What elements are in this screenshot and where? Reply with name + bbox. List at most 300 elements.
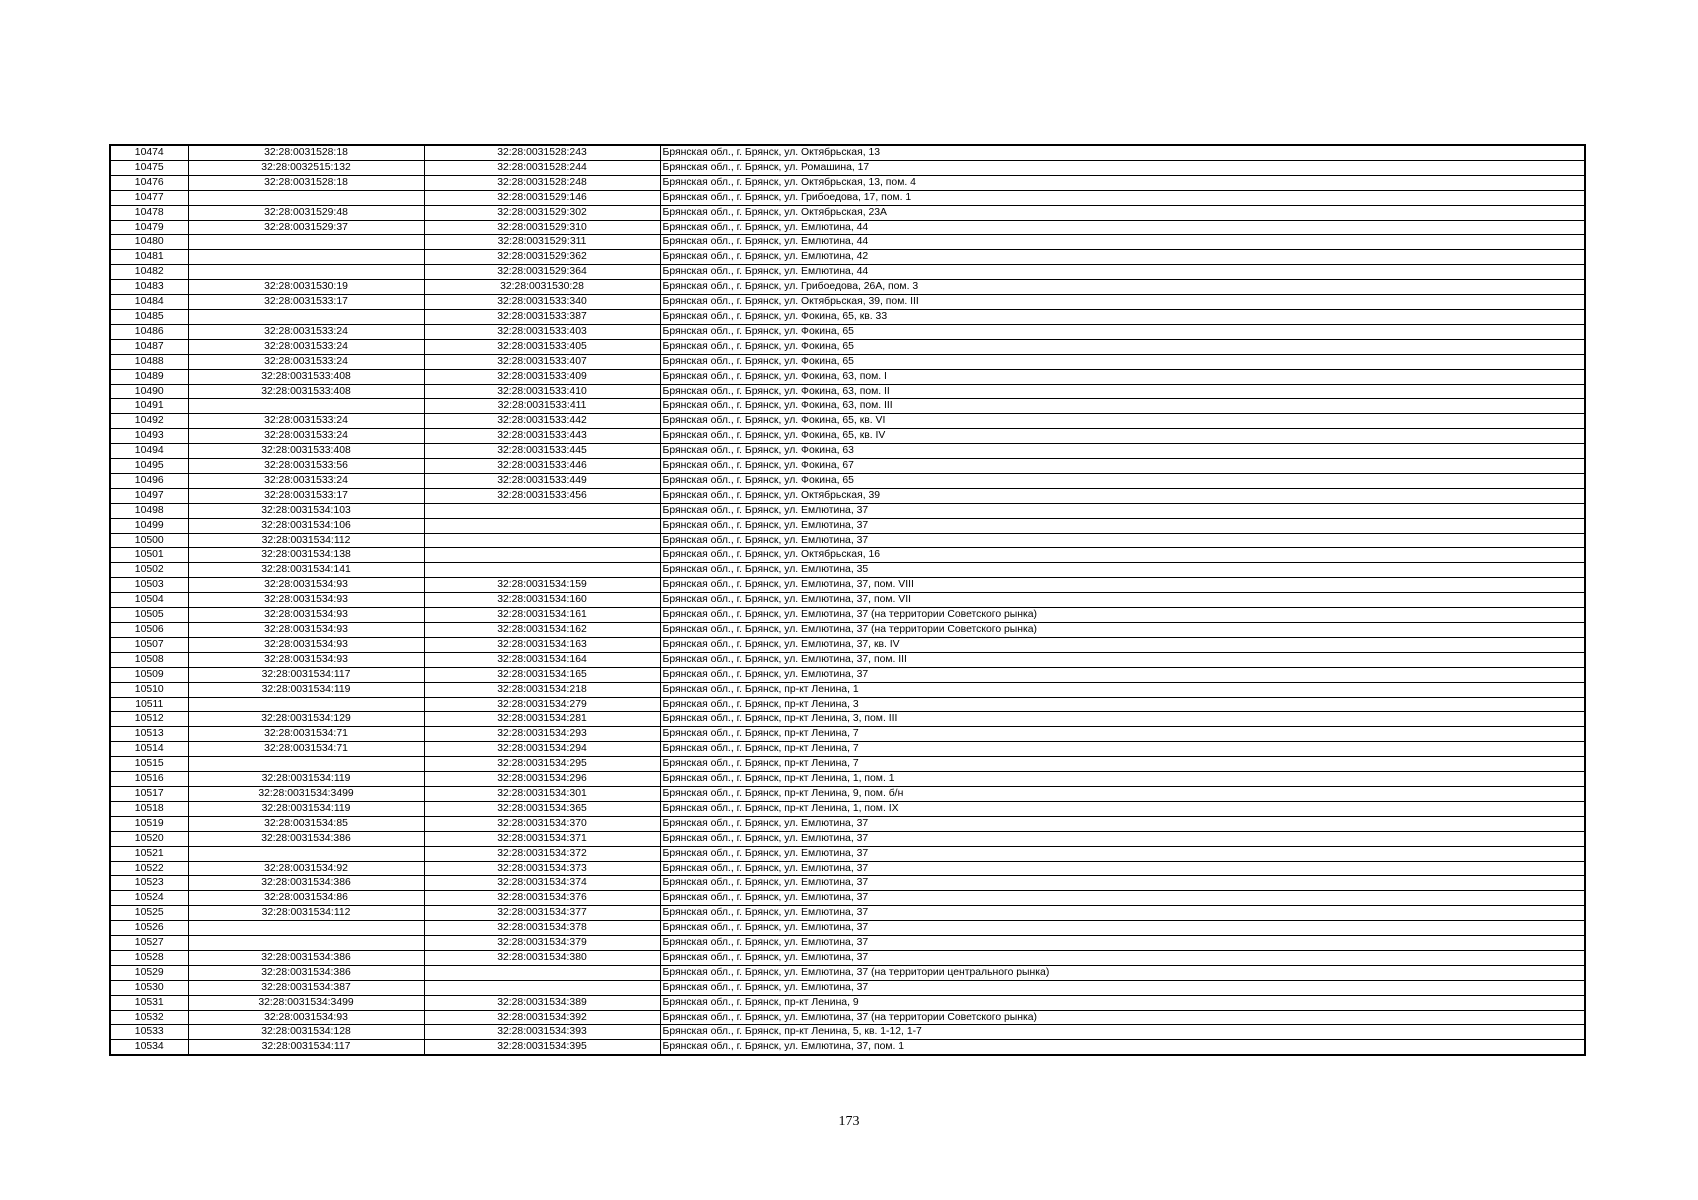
table-row <box>110 1010 1585 1025</box>
address-cell: Брянская обл., г. Брянск, ул. Октябрьская, 13 <box>660 145 1585 160</box>
table-row <box>110 220 1585 235</box>
address-cell: Брянская обл., г. Брянск, ул. Емлютина, 37, пом. VII <box>660 593 1585 608</box>
row-number-cell: 10508 <box>110 652 188 667</box>
table-row <box>110 1040 1585 1055</box>
parent-cadastral-number-cell: 32:28:0032515:132 <box>188 160 424 175</box>
address-cell: Брянская обл., г. Брянск, ул. Емлютина, 37 <box>660 891 1585 906</box>
table-row <box>110 816 1585 831</box>
cadastral-number-cell <box>424 533 660 548</box>
row-number-cell: 10481 <box>110 250 188 265</box>
address-cell: Брянская обл., г. Брянск, ул. Фокина, 63, пом. II <box>660 384 1585 399</box>
row-number-cell: 10513 <box>110 727 188 742</box>
table-row <box>110 667 1585 682</box>
table-row <box>110 593 1585 608</box>
cadastral-number-cell <box>424 980 660 995</box>
address-cell: Брянская обл., г. Брянск, ул. Емлютина, 42 <box>660 250 1585 265</box>
cadastral-number-cell: 32:28:0031528:244 <box>424 160 660 175</box>
cadastral-number-cell: 32:28:0031533:442 <box>424 414 660 429</box>
cadastral-number-cell: 32:28:0031534:380 <box>424 950 660 965</box>
address-cell: Брянская обл., г. Брянск, ул. Фокина, 65 <box>660 339 1585 354</box>
cadastral-number-cell: 32:28:0031534:389 <box>424 995 660 1010</box>
parent-cadastral-number-cell: 32:28:0031533:24 <box>188 429 424 444</box>
cadastral-number-cell: 32:28:0031534:378 <box>424 921 660 936</box>
address-cell: Брянская обл., г. Брянск, ул. Емлютина, 37 <box>660 533 1585 548</box>
table-row <box>110 399 1585 414</box>
row-number-cell: 10511 <box>110 697 188 712</box>
row-number-cell: 10474 <box>110 145 188 160</box>
table-row <box>110 369 1585 384</box>
parent-cadastral-number-cell: 32:28:0031534:119 <box>188 801 424 816</box>
address-cell: Брянская обл., г. Брянск, ул. Фокина, 65 <box>660 324 1585 339</box>
cadastral-number-cell: 32:28:0031534:218 <box>424 682 660 697</box>
row-number-cell: 10504 <box>110 593 188 608</box>
address-cell: Брянская обл., г. Брянск, ул. Фокина, 65 <box>660 354 1585 369</box>
cadastral-number-cell <box>424 563 660 578</box>
address-cell: Брянская обл., г. Брянск, ул. Емлютина, 37 (на территории Советского рынка) <box>660 1010 1585 1025</box>
row-number-cell: 10526 <box>110 921 188 936</box>
address-cell: Брянская обл., г. Брянск, пр-кт Ленина, 7 <box>660 742 1585 757</box>
cadastral-number-cell: 32:28:0031534:163 <box>424 637 660 652</box>
cadastral-number-cell: 32:28:0031533:409 <box>424 369 660 384</box>
row-number-cell: 10525 <box>110 906 188 921</box>
table-row <box>110 280 1585 295</box>
table-row <box>110 757 1585 772</box>
row-number-cell: 10484 <box>110 295 188 310</box>
cadastral-number-cell: 32:28:0031534:165 <box>424 667 660 682</box>
address-cell: Брянская обл., г. Брянск, ул. Емлютина, 37 <box>660 816 1585 831</box>
cadastral-number-cell: 32:28:0031533:443 <box>424 429 660 444</box>
parent-cadastral-number-cell: 32:28:0031533:24 <box>188 414 424 429</box>
parent-cadastral-number-cell: 32:28:0031534:117 <box>188 1040 424 1055</box>
row-number-cell: 10475 <box>110 160 188 175</box>
parent-cadastral-number-cell <box>188 697 424 712</box>
address-cell: Брянская обл., г. Брянск, ул. Емлютина, 37 <box>660 906 1585 921</box>
parent-cadastral-number-cell: 32:28:0031534:93 <box>188 578 424 593</box>
registry-table <box>109 144 1586 1056</box>
row-number-cell: 10527 <box>110 936 188 951</box>
table-row <box>110 772 1585 787</box>
table-row <box>110 891 1585 906</box>
table-row <box>110 414 1585 429</box>
row-number-cell: 10490 <box>110 384 188 399</box>
parent-cadastral-number-cell: 32:28:0031533:408 <box>188 369 424 384</box>
table-row <box>110 786 1585 801</box>
parent-cadastral-number-cell: 32:28:0031534:93 <box>188 608 424 623</box>
row-number-cell: 10530 <box>110 980 188 995</box>
row-number-cell: 10489 <box>110 369 188 384</box>
row-number-cell: 10531 <box>110 995 188 1010</box>
row-number-cell: 10502 <box>110 563 188 578</box>
row-number-cell: 10514 <box>110 742 188 757</box>
parent-cadastral-number-cell: 32:28:0031534:93 <box>188 652 424 667</box>
table-row <box>110 921 1585 936</box>
row-number-cell: 10505 <box>110 608 188 623</box>
cadastral-number-cell: 32:28:0031534:293 <box>424 727 660 742</box>
parent-cadastral-number-cell: 32:28:0031534:117 <box>188 667 424 682</box>
row-number-cell: 10478 <box>110 205 188 220</box>
table-row <box>110 623 1585 638</box>
row-number-cell: 10497 <box>110 488 188 503</box>
cadastral-number-cell <box>424 518 660 533</box>
address-cell: Брянская обл., г. Брянск, пр-кт Ленина, 9 <box>660 995 1585 1010</box>
parent-cadastral-number-cell: 32:28:0031534:71 <box>188 742 424 757</box>
parent-cadastral-number-cell <box>188 757 424 772</box>
cadastral-number-cell: 32:28:0031533:456 <box>424 488 660 503</box>
table-row <box>110 533 1585 548</box>
cadastral-number-cell: 32:28:0031533:340 <box>424 295 660 310</box>
table-row <box>110 742 1585 757</box>
table-row <box>110 995 1585 1010</box>
address-cell: Брянская обл., г. Брянск, ул. Фокина, 65 <box>660 473 1585 488</box>
table-row <box>110 906 1585 921</box>
address-cell: Брянская обл., г. Брянск, ул. Фокина, 65, кв. 33 <box>660 309 1585 324</box>
address-cell: Брянская обл., г. Брянск, пр-кт Ленина, 1 <box>660 682 1585 697</box>
address-cell: Брянская обл., г. Брянск, ул. Ромашина, 17 <box>660 160 1585 175</box>
row-number-cell: 10498 <box>110 503 188 518</box>
cadastral-number-cell: 32:28:0031534:374 <box>424 876 660 891</box>
address-cell: Брянская обл., г. Брянск, ул. Емлютина, 37 <box>660 950 1585 965</box>
parent-cadastral-number-cell: 32:28:0031533:408 <box>188 444 424 459</box>
address-cell: Брянская обл., г. Брянск, ул. Емлютина, 44 <box>660 235 1585 250</box>
address-cell: Брянская обл., г. Брянск, ул. Емлютина, 37 <box>660 980 1585 995</box>
cadastral-number-cell <box>424 965 660 980</box>
address-cell: Брянская обл., г. Брянск, ул. Емлютина, 37, кв. IV <box>660 637 1585 652</box>
parent-cadastral-number-cell: 32:28:0031534:386 <box>188 950 424 965</box>
table-row <box>110 950 1585 965</box>
cadastral-number-cell: 32:28:0031529:364 <box>424 265 660 280</box>
parent-cadastral-number-cell: 32:28:0031534:138 <box>188 548 424 563</box>
page-number: 173 <box>838 1114 860 1129</box>
row-number-cell: 10485 <box>110 309 188 324</box>
table-row <box>110 712 1585 727</box>
row-number-cell: 10509 <box>110 667 188 682</box>
parent-cadastral-number-cell: 32:28:0031533:17 <box>188 488 424 503</box>
parent-cadastral-number-cell: 32:28:0031534:93 <box>188 637 424 652</box>
table-row <box>110 354 1585 369</box>
row-number-cell: 10479 <box>110 220 188 235</box>
table-row <box>110 339 1585 354</box>
address-cell: Брянская обл., г. Брянск, ул. Фокина, 65, кв. VI <box>660 414 1585 429</box>
table-row <box>110 652 1585 667</box>
table-row <box>110 1025 1585 1040</box>
table-row <box>110 861 1585 876</box>
parent-cadastral-number-cell: 32:28:0031534:3499 <box>188 995 424 1010</box>
table-row <box>110 563 1585 578</box>
cadastral-number-cell: 32:28:0031534:370 <box>424 816 660 831</box>
cadastral-number-cell: 32:28:0031533:449 <box>424 473 660 488</box>
cadastral-number-cell: 32:28:0031534:160 <box>424 593 660 608</box>
table-row <box>110 295 1585 310</box>
cadastral-number-cell: 32:28:0031528:243 <box>424 145 660 160</box>
row-number-cell: 10532 <box>110 1010 188 1025</box>
parent-cadastral-number-cell: 32:28:0031534:386 <box>188 831 424 846</box>
table-row <box>110 488 1585 503</box>
parent-cadastral-number-cell <box>188 265 424 280</box>
address-cell: Брянская обл., г. Брянск, ул. Емлютина, 37 <box>660 518 1585 533</box>
row-number-cell: 10501 <box>110 548 188 563</box>
address-cell: Брянская обл., г. Брянск, ул. Емлютина, 37 <box>660 667 1585 682</box>
parent-cadastral-number-cell <box>188 399 424 414</box>
row-number-cell: 10516 <box>110 772 188 787</box>
cadastral-number-cell: 32:28:0031534:365 <box>424 801 660 816</box>
cadastral-number-cell: 32:28:0031534:295 <box>424 757 660 772</box>
parent-cadastral-number-cell: 32:28:0031534:386 <box>188 965 424 980</box>
table-row <box>110 160 1585 175</box>
registry-table-body <box>110 145 1585 1055</box>
cadastral-number-cell: 32:28:0031533:405 <box>424 339 660 354</box>
address-cell: Брянская обл., г. Брянск, ул. Фокина, 63 <box>660 444 1585 459</box>
row-number-cell: 10507 <box>110 637 188 652</box>
parent-cadastral-number-cell: 32:28:0031534:85 <box>188 816 424 831</box>
table-row <box>110 309 1585 324</box>
row-number-cell: 10503 <box>110 578 188 593</box>
parent-cadastral-number-cell: 32:28:0031534:93 <box>188 623 424 638</box>
cadastral-number-cell: 32:28:0031534:392 <box>424 1010 660 1025</box>
table-row <box>110 980 1585 995</box>
row-number-cell: 10520 <box>110 831 188 846</box>
cadastral-number-cell: 32:28:0031529:362 <box>424 250 660 265</box>
parent-cadastral-number-cell: 32:28:0031534:3499 <box>188 786 424 801</box>
cadastral-number-cell: 32:28:0031528:248 <box>424 175 660 190</box>
address-cell: Брянская обл., г. Брянск, ул. Грибоедова, 17, пом. 1 <box>660 190 1585 205</box>
parent-cadastral-number-cell: 32:28:0031534:112 <box>188 906 424 921</box>
address-cell: Брянская обл., г. Брянск, ул. Грибоедова, 26А, пом. 3 <box>660 280 1585 295</box>
cadastral-number-cell: 32:28:0031534:161 <box>424 608 660 623</box>
table-row <box>110 459 1585 474</box>
address-cell: Брянская обл., г. Брянск, ул. Емлютина, 37 (на территории Советского рынка) <box>660 623 1585 638</box>
parent-cadastral-number-cell: 32:28:0031534:93 <box>188 593 424 608</box>
parent-cadastral-number-cell: 32:28:0031534:112 <box>188 533 424 548</box>
cadastral-number-cell <box>424 503 660 518</box>
address-cell: Брянская обл., г. Брянск, ул. Емлютина, 37 <box>660 921 1585 936</box>
address-cell: Брянская обл., г. Брянск, пр-кт Ленина, 5, кв. 1-12, 1-7 <box>660 1025 1585 1040</box>
address-cell: Брянская обл., г. Брянск, пр-кт Ленина, 7 <box>660 757 1585 772</box>
address-cell: Брянская обл., г. Брянск, ул. Фокина, 65, кв. IV <box>660 429 1585 444</box>
cadastral-number-cell: 32:28:0031530:28 <box>424 280 660 295</box>
parent-cadastral-number-cell: 32:28:0031534:387 <box>188 980 424 995</box>
table-row <box>110 265 1585 280</box>
parent-cadastral-number-cell: 32:28:0031528:18 <box>188 145 424 160</box>
parent-cadastral-number-cell: 32:28:0031534:103 <box>188 503 424 518</box>
parent-cadastral-number-cell: 32:28:0031534:86 <box>188 891 424 906</box>
address-cell: Брянская обл., г. Брянск, пр-кт Ленина, 3, пом. III <box>660 712 1585 727</box>
table-row <box>110 473 1585 488</box>
row-number-cell: 10533 <box>110 1025 188 1040</box>
parent-cadastral-number-cell: 32:28:0031533:17 <box>188 295 424 310</box>
cadastral-number-cell: 32:28:0031533:407 <box>424 354 660 369</box>
cadastral-number-cell: 32:28:0031533:387 <box>424 309 660 324</box>
row-number-cell: 10524 <box>110 891 188 906</box>
cadastral-number-cell: 32:28:0031534:376 <box>424 891 660 906</box>
cadastral-number-cell: 32:28:0031533:445 <box>424 444 660 459</box>
row-number-cell: 10528 <box>110 950 188 965</box>
address-cell: Брянская обл., г. Брянск, ул. Емлютина, 37, пом. VIII <box>660 578 1585 593</box>
cadastral-number-cell: 32:28:0031533:446 <box>424 459 660 474</box>
parent-cadastral-number-cell <box>188 235 424 250</box>
table-row <box>110 876 1585 891</box>
parent-cadastral-number-cell: 32:28:0031533:24 <box>188 354 424 369</box>
parent-cadastral-number-cell: 32:28:0031534:141 <box>188 563 424 578</box>
row-number-cell: 10493 <box>110 429 188 444</box>
address-cell: Брянская обл., г. Брянск, ул. Емлютина, 37 <box>660 861 1585 876</box>
address-cell: Брянская обл., г. Брянск, ул. Фокина, 63, пом. I <box>660 369 1585 384</box>
row-number-cell: 10482 <box>110 265 188 280</box>
address-cell: Брянская обл., г. Брянск, ул. Октябрьская, 23А <box>660 205 1585 220</box>
table-row <box>110 548 1585 563</box>
table-row <box>110 190 1585 205</box>
parent-cadastral-number-cell: 32:28:0031534:71 <box>188 727 424 742</box>
row-number-cell: 10529 <box>110 965 188 980</box>
parent-cadastral-number-cell <box>188 250 424 265</box>
parent-cadastral-number-cell: 32:28:0031534:128 <box>188 1025 424 1040</box>
parent-cadastral-number-cell <box>188 846 424 861</box>
address-cell: Брянская обл., г. Брянск, ул. Октябрьская, 39, пом. III <box>660 295 1585 310</box>
cadastral-number-cell: 32:28:0031529:146 <box>424 190 660 205</box>
row-number-cell: 10500 <box>110 533 188 548</box>
address-cell: Брянская обл., г. Брянск, ул. Емлютина, 37 (на территории Советского рынка) <box>660 608 1585 623</box>
address-cell: Брянская обл., г. Брянск, ул. Емлютина, 37 (на территории центрального рынка) <box>660 965 1585 980</box>
row-number-cell: 10521 <box>110 846 188 861</box>
address-cell: Брянская обл., г. Брянск, ул. Емлютина, 44 <box>660 220 1585 235</box>
parent-cadastral-number-cell: 32:28:0031529:37 <box>188 220 424 235</box>
table-row <box>110 697 1585 712</box>
cadastral-number-cell: 32:28:0031533:403 <box>424 324 660 339</box>
parent-cadastral-number-cell: 32:28:0031533:408 <box>188 384 424 399</box>
address-cell: Брянская обл., г. Брянск, ул. Емлютина, 37, пом. III <box>660 652 1585 667</box>
address-cell: Брянская обл., г. Брянск, ул. Емлютина, 37 <box>660 831 1585 846</box>
cadastral-number-cell: 32:28:0031534:371 <box>424 831 660 846</box>
table-row <box>110 429 1585 444</box>
address-cell: Брянская обл., г. Брянск, пр-кт Ленина, 1, пом. IX <box>660 801 1585 816</box>
address-cell: Брянская обл., г. Брянск, ул. Емлютина, 35 <box>660 563 1585 578</box>
row-number-cell: 10522 <box>110 861 188 876</box>
cadastral-number-cell: 32:28:0031534:301 <box>424 786 660 801</box>
table-row <box>110 384 1585 399</box>
row-number-cell: 10519 <box>110 816 188 831</box>
cadastral-number-cell: 32:28:0031534:296 <box>424 772 660 787</box>
cadastral-number-cell: 32:28:0031534:379 <box>424 936 660 951</box>
address-cell: Брянская обл., г. Брянск, пр-кт Ленина, 3 <box>660 697 1585 712</box>
address-cell: Брянская обл., г. Брянск, ул. Октябрьская, 39 <box>660 488 1585 503</box>
table-row <box>110 518 1585 533</box>
table-row <box>110 801 1585 816</box>
row-number-cell: 10499 <box>110 518 188 533</box>
row-number-cell: 10517 <box>110 786 188 801</box>
parent-cadastral-number-cell: 32:28:0031534:129 <box>188 712 424 727</box>
table-row <box>110 936 1585 951</box>
row-number-cell: 10496 <box>110 473 188 488</box>
row-number-cell: 10476 <box>110 175 188 190</box>
address-cell: Брянская обл., г. Брянск, пр-кт Ленина, 7 <box>660 727 1585 742</box>
table-row <box>110 578 1585 593</box>
row-number-cell: 10491 <box>110 399 188 414</box>
parent-cadastral-number-cell <box>188 921 424 936</box>
parent-cadastral-number-cell: 32:28:0031529:48 <box>188 205 424 220</box>
table-row <box>110 727 1585 742</box>
address-cell: Брянская обл., г. Брянск, ул. Емлютина, 44 <box>660 265 1585 280</box>
address-cell: Брянская обл., г. Брянск, ул. Емлютина, 37 <box>660 846 1585 861</box>
row-number-cell: 10495 <box>110 459 188 474</box>
parent-cadastral-number-cell: 32:28:0031530:19 <box>188 280 424 295</box>
address-cell: Брянская обл., г. Брянск, ул. Емлютина, 37, пом. 1 <box>660 1040 1585 1055</box>
address-cell: Брянская обл., г. Брянск, ул. Фокина, 63, пом. III <box>660 399 1585 414</box>
row-number-cell: 10534 <box>110 1040 188 1055</box>
parent-cadastral-number-cell: 32:28:0031528:18 <box>188 175 424 190</box>
row-number-cell: 10510 <box>110 682 188 697</box>
address-cell: Брянская обл., г. Брянск, ул. Емлютина, 37 <box>660 936 1585 951</box>
parent-cadastral-number-cell: 32:28:0031533:24 <box>188 324 424 339</box>
cadastral-number-cell: 32:28:0031533:411 <box>424 399 660 414</box>
table-row <box>110 846 1585 861</box>
parent-cadastral-number-cell: 32:28:0031534:119 <box>188 772 424 787</box>
address-cell: Брянская обл., г. Брянск, ул. Емлютина, 37 <box>660 503 1585 518</box>
table-row <box>110 175 1585 190</box>
cadastral-number-cell <box>424 548 660 563</box>
cadastral-number-cell: 32:28:0031534:395 <box>424 1040 660 1055</box>
row-number-cell: 10512 <box>110 712 188 727</box>
parent-cadastral-number-cell: 32:28:0031533:24 <box>188 473 424 488</box>
cadastral-number-cell: 32:28:0031534:162 <box>424 623 660 638</box>
table-row <box>110 637 1585 652</box>
table-row <box>110 145 1585 160</box>
table-row <box>110 235 1585 250</box>
address-cell: Брянская обл., г. Брянск, ул. Фокина, 67 <box>660 459 1585 474</box>
row-number-cell: 10488 <box>110 354 188 369</box>
row-number-cell: 10523 <box>110 876 188 891</box>
address-cell: Брянская обл., г. Брянск, ул. Октябрьская, 16 <box>660 548 1585 563</box>
table-row <box>110 250 1585 265</box>
row-number-cell: 10483 <box>110 280 188 295</box>
table-row <box>110 205 1585 220</box>
parent-cadastral-number-cell: 32:28:0031533:24 <box>188 339 424 354</box>
address-cell: Брянская обл., г. Брянск, пр-кт Ленина, 9, пом. б/н <box>660 786 1585 801</box>
row-number-cell: 10518 <box>110 801 188 816</box>
table-row <box>110 444 1585 459</box>
address-cell: Брянская обл., г. Брянск, пр-кт Ленина, 1, пом. 1 <box>660 772 1585 787</box>
cadastral-number-cell: 32:28:0031534:164 <box>424 652 660 667</box>
cadastral-number-cell: 32:28:0031534:279 <box>424 697 660 712</box>
parent-cadastral-number-cell: 32:28:0031533:56 <box>188 459 424 474</box>
address-cell: Брянская обл., г. Брянск, ул. Октябрьская, 13, пом. 4 <box>660 175 1585 190</box>
row-number-cell: 10487 <box>110 339 188 354</box>
cadastral-number-cell: 32:28:0031534:377 <box>424 906 660 921</box>
parent-cadastral-number-cell <box>188 936 424 951</box>
row-number-cell: 10515 <box>110 757 188 772</box>
parent-cadastral-number-cell: 32:28:0031534:119 <box>188 682 424 697</box>
table-row <box>110 965 1585 980</box>
row-number-cell: 10477 <box>110 190 188 205</box>
cadastral-number-cell: 32:28:0031529:310 <box>424 220 660 235</box>
table-row <box>110 324 1585 339</box>
table-row <box>110 831 1585 846</box>
row-number-cell: 10506 <box>110 623 188 638</box>
cadastral-number-cell: 32:28:0031529:302 <box>424 205 660 220</box>
parent-cadastral-number-cell <box>188 309 424 324</box>
cadastral-number-cell: 32:28:0031529:311 <box>424 235 660 250</box>
parent-cadastral-number-cell: 32:28:0031534:93 <box>188 1010 424 1025</box>
parent-cadastral-number-cell <box>188 190 424 205</box>
table-row <box>110 682 1585 697</box>
address-cell: Брянская обл., г. Брянск, ул. Емлютина, 37 <box>660 876 1585 891</box>
cadastral-number-cell: 32:28:0031534:294 <box>424 742 660 757</box>
cadastral-number-cell: 32:28:0031533:410 <box>424 384 660 399</box>
parent-cadastral-number-cell: 32:28:0031534:106 <box>188 518 424 533</box>
row-number-cell: 10480 <box>110 235 188 250</box>
row-number-cell: 10486 <box>110 324 188 339</box>
cadastral-number-cell: 32:28:0031534:281 <box>424 712 660 727</box>
parent-cadastral-number-cell: 32:28:0031534:92 <box>188 861 424 876</box>
parent-cadastral-number-cell: 32:28:0031534:386 <box>188 876 424 891</box>
